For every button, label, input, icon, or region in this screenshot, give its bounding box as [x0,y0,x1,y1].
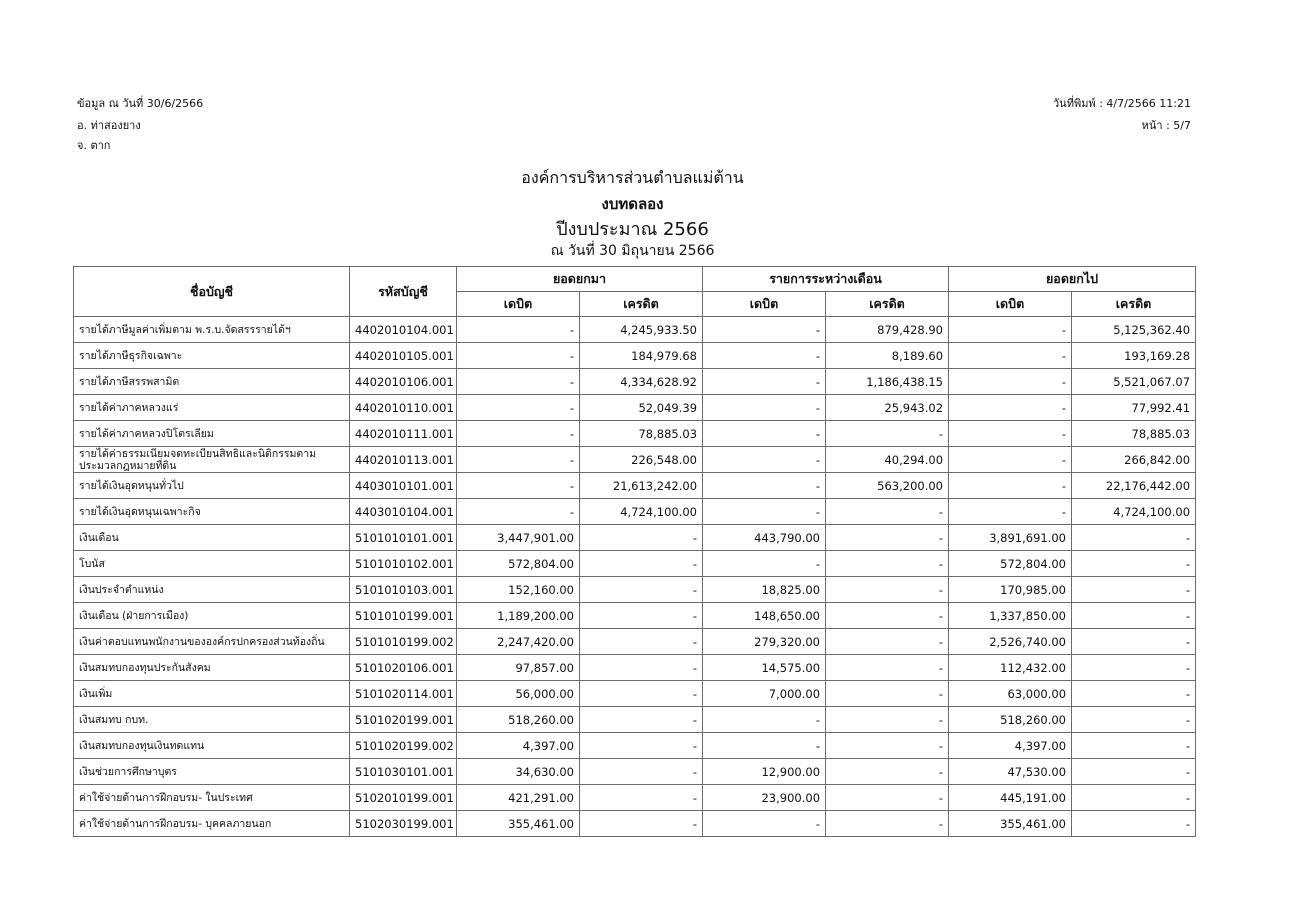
page-number: หน้า : 5/7 [1141,119,1191,132]
opening-debit-cell: - [457,447,580,473]
movement-credit-cell: - [826,733,949,759]
table-row [74,473,1196,499]
account-code-cell: 5102010199.001 [350,785,457,811]
opening-credit-cell: - [580,603,703,629]
opening-debit-cell: 56,000.00 [457,681,580,707]
closing-credit-cell: - [1072,525,1196,551]
opening-credit-cell: - [580,733,703,759]
opening-credit-cell: - [580,655,703,681]
movement-credit-cell: - [826,551,949,577]
movement-debit-cell: - [703,473,826,499]
movement-credit-cell: - [826,811,949,837]
opening-credit-cell: - [580,525,703,551]
opening-credit-cell: - [580,551,703,577]
closing-credit-cell: 5,125,362.40 [1072,317,1196,343]
account-name-cell: รายได้ภาษีมูลค่าเพิ่มตาม พ.ร.บ.จัดสรรรายได้ฯ [74,317,350,343]
opening-credit-cell: 4,334,628.92 [580,369,703,395]
opening-debit-cell: 572,804.00 [457,551,580,577]
closing-debit-cell: 355,461.00 [949,811,1072,837]
closing-debit-cell: 170,985.00 [949,577,1072,603]
table-row [74,551,1196,577]
movement-credit-cell: - [826,421,949,447]
closing-credit-cell: - [1072,785,1196,811]
table-row [74,629,1196,655]
closing-credit-cell: - [1072,577,1196,603]
opening-credit-cell: 52,049.39 [580,395,703,421]
organization-name: องค์การบริหารส่วนตำบลแม่ต้าน [521,168,744,187]
table-row [74,733,1196,759]
opening-credit-cell: - [580,577,703,603]
movement-credit-cell: - [826,603,949,629]
header-closing-balance: ยอดยกไป [949,267,1196,292]
header-closing-credit: เครดิต [1072,292,1196,317]
account-code-cell: 5101010102.001 [350,551,457,577]
header-monthly-movement: รายการระหว่างเดือน [703,267,949,292]
movement-credit-cell: - [826,785,949,811]
movement-credit-cell: - [826,655,949,681]
closing-credit-cell: - [1072,733,1196,759]
opening-credit-cell: 184,979.68 [580,343,703,369]
opening-credit-cell: - [580,811,703,837]
opening-debit-cell: 421,291.00 [457,785,580,811]
account-code-cell: 5102030199.001 [350,811,457,837]
movement-credit-cell: 25,943.02 [826,395,949,421]
movement-debit-cell: - [703,551,826,577]
table-row [74,343,1196,369]
header-account-name: ชื่อบัญชี [74,267,350,317]
header-opening-debit: เดบิต [457,292,580,317]
movement-debit-cell: - [703,369,826,395]
movement-credit-cell: 1,186,438.15 [826,369,949,395]
account-code-cell: 5101010199.002 [350,629,457,655]
account-code-cell: 4402010110.001 [350,395,457,421]
closing-debit-cell: 1,337,850.00 [949,603,1072,629]
closing-credit-cell: - [1072,707,1196,733]
table-row [74,395,1196,421]
movement-credit-cell: 563,200.00 [826,473,949,499]
table-row [74,811,1196,837]
opening-debit-cell: 152,160.00 [457,577,580,603]
account-code-cell: 5101010103.001 [350,577,457,603]
closing-debit-cell: 3,891,691.00 [949,525,1072,551]
table-row [74,421,1196,447]
account-code-cell: 5101010199.001 [350,603,457,629]
opening-credit-cell: - [580,759,703,785]
closing-debit-cell: 445,191.00 [949,785,1072,811]
table-row [74,499,1196,525]
account-name-cell: รายได้ค่าภาคหลวงปิโตรเลียม [74,421,350,447]
movement-debit-cell: - [703,395,826,421]
account-name-cell: รายได้ภาษีธุรกิจเฉพาะ [74,343,350,369]
movement-debit-cell: 18,825.00 [703,577,826,603]
closing-debit-cell: - [949,395,1072,421]
movement-debit-cell: - [703,343,826,369]
opening-debit-cell: - [457,343,580,369]
movement-debit-cell: 148,650.00 [703,603,826,629]
data-date: ข้อมูล ณ วันที่ 30/6/2566 [77,97,204,110]
account-name-cell: รายได้เงินอุดหนุนเฉพาะกิจ [74,499,350,525]
opening-debit-cell: - [457,317,580,343]
account-name-cell: รายได้ค่าภาคหลวงแร่ [74,395,350,421]
table-row [74,681,1196,707]
table-row [74,655,1196,681]
account-code-cell: 5101020199.001 [350,707,457,733]
table-row [74,785,1196,811]
closing-debit-cell: 4,397.00 [949,733,1072,759]
account-code-cell: 4402010106.001 [350,369,457,395]
account-name-cell: เงินสมทบกองทุนประกันสังคม [74,655,350,681]
movement-credit-cell: - [826,759,949,785]
account-code-cell: 4403010101.001 [350,473,457,499]
movement-credit-cell: 879,428.90 [826,317,949,343]
account-code-cell: 5101020199.002 [350,733,457,759]
table-row [74,447,1196,473]
opening-credit-cell: - [580,681,703,707]
closing-credit-cell: 266,842.00 [1072,447,1196,473]
account-name-cell: รายได้เงินอุดหนุนทั่วไป [74,473,350,499]
closing-debit-cell: - [949,343,1072,369]
account-name-cell: เงินค่าตอบแทนพนักงานขององค์กรปกครองส่วนท้องถิ่น [74,629,350,655]
opening-credit-cell: 4,245,933.50 [580,317,703,343]
movement-credit-cell: 40,294.00 [826,447,949,473]
account-code-cell: 4402010104.001 [350,317,457,343]
opening-debit-cell: - [457,421,580,447]
table-row [74,317,1196,343]
opening-debit-cell: 3,447,901.00 [457,525,580,551]
account-name-cell: เงินเพิ่ม [74,681,350,707]
account-code-cell: 5101020114.001 [350,681,457,707]
account-name-cell: เงินสมทบกองทุนเงินทดแทน [74,733,350,759]
closing-credit-cell: - [1072,551,1196,577]
movement-debit-cell: - [703,447,826,473]
movement-debit-cell: 7,000.00 [703,681,826,707]
district-label: อ. ท่าสองยาง [77,119,141,132]
closing-credit-cell: 4,724,100.00 [1072,499,1196,525]
movement-debit-cell: - [703,499,826,525]
closing-debit-cell: 572,804.00 [949,551,1072,577]
closing-credit-cell: - [1072,655,1196,681]
closing-debit-cell: 47,530.00 [949,759,1072,785]
opening-debit-cell: 518,260.00 [457,707,580,733]
movement-debit-cell: - [703,317,826,343]
opening-debit-cell: 2,247,420.00 [457,629,580,655]
account-name-cell: ค่าใช้จ่ายด้านการฝึกอบรม- ในประเทศ [74,785,350,811]
header-closing-debit: เดบิต [949,292,1072,317]
movement-debit-cell: 12,900.00 [703,759,826,785]
closing-credit-cell: - [1072,681,1196,707]
closing-debit-cell: 112,432.00 [949,655,1072,681]
opening-debit-cell: 355,461.00 [457,811,580,837]
account-name-cell: โบนัส [74,551,350,577]
account-name-cell: รายได้ค่าธรรมเนียมจดทะเบียนสิทธิและนิติกรรมตามประมวลกฎหมายที่ดิน [74,447,350,473]
closing-debit-cell: - [949,473,1072,499]
opening-debit-cell: - [457,499,580,525]
table-row [74,759,1196,785]
movement-debit-cell: - [703,733,826,759]
opening-credit-cell: 78,885.03 [580,421,703,447]
account-code-cell: 4402010113.001 [350,447,457,473]
province-label: จ. ตาก [77,139,111,152]
movement-debit-cell: - [703,811,826,837]
movement-debit-cell: 14,575.00 [703,655,826,681]
movement-debit-cell: - [703,707,826,733]
header-opening-credit: เครดิต [580,292,703,317]
movement-credit-cell: - [826,681,949,707]
closing-credit-cell: 193,169.28 [1072,343,1196,369]
table-body [74,317,1196,837]
report-title: งบทดลอง [601,195,664,213]
trial-balance-table [73,266,1196,837]
table-row [74,369,1196,395]
header-opening-balance: ยอดยกมา [457,267,703,292]
movement-debit-cell: - [703,421,826,447]
movement-credit-cell: - [826,525,949,551]
closing-debit-cell: - [949,421,1072,447]
account-name-cell: เงินเดือน [74,525,350,551]
table-row [74,707,1196,733]
opening-debit-cell: 97,857.00 [457,655,580,681]
closing-credit-cell: 78,885.03 [1072,421,1196,447]
account-code-cell: 5101030101.001 [350,759,457,785]
header-movement-credit: เครดิต [826,292,949,317]
closing-debit-cell: - [949,369,1072,395]
print-date: วันที่พิมพ์ : 4/7/2566 11:21 [1053,97,1191,110]
opening-credit-cell: 4,724,100.00 [580,499,703,525]
opening-debit-cell: 4,397.00 [457,733,580,759]
account-name-cell: เงินสมทบ กบท. [74,707,350,733]
closing-credit-cell: - [1072,629,1196,655]
header-movement-debit: เดบิต [703,292,826,317]
movement-credit-cell: - [826,707,949,733]
account-code-cell: 4402010105.001 [350,343,457,369]
closing-credit-cell: - [1072,759,1196,785]
closing-debit-cell: 518,260.00 [949,707,1072,733]
fiscal-year: ปีงบประมาณ 2566 [556,219,709,240]
closing-credit-cell: - [1072,603,1196,629]
closing-credit-cell: 5,521,067.07 [1072,369,1196,395]
opening-credit-cell: - [580,707,703,733]
opening-credit-cell: 21,613,242.00 [580,473,703,499]
table-row [74,577,1196,603]
account-name-cell: เงินช่วยการศึกษาบุตร [74,759,350,785]
movement-credit-cell: - [826,629,949,655]
opening-credit-cell: 226,548.00 [580,447,703,473]
account-code-cell: 4402010111.001 [350,421,457,447]
movement-credit-cell: 8,189.60 [826,343,949,369]
movement-credit-cell: - [826,499,949,525]
movement-debit-cell: 279,320.00 [703,629,826,655]
movement-credit-cell: - [826,577,949,603]
closing-debit-cell: 2,526,740.00 [949,629,1072,655]
closing-debit-cell: - [949,499,1072,525]
account-code-cell: 4403010104.001 [350,499,457,525]
account-name-cell: เงินเดือน (ฝ่ายการเมือง) [74,603,350,629]
account-name-cell: ค่าใช้จ่ายด้านการฝึกอบรม- บุคคลภายนอก [74,811,350,837]
opening-debit-cell: - [457,369,580,395]
closing-credit-cell: 22,176,442.00 [1072,473,1196,499]
as-of-date: ณ วันที่ 30 มิถุนายน 2566 [550,243,715,259]
closing-credit-cell: 77,992.41 [1072,395,1196,421]
opening-debit-cell: 1,189,200.00 [457,603,580,629]
table-row [74,603,1196,629]
header-account-code: รหัสบัญชี [350,267,457,317]
closing-debit-cell: - [949,317,1072,343]
opening-credit-cell: - [580,629,703,655]
closing-debit-cell: 63,000.00 [949,681,1072,707]
opening-debit-cell: - [457,473,580,499]
table-row [74,525,1196,551]
opening-debit-cell: - [457,395,580,421]
account-code-cell: 5101020106.001 [350,655,457,681]
opening-credit-cell: - [580,785,703,811]
closing-credit-cell: - [1072,811,1196,837]
closing-debit-cell: - [949,447,1072,473]
movement-debit-cell: 443,790.00 [703,525,826,551]
account-name-cell: รายได้ภาษีสรรพสามิต [74,369,350,395]
movement-debit-cell: 23,900.00 [703,785,826,811]
account-code-cell: 5101010101.001 [350,525,457,551]
account-name-cell: เงินประจำตำแหน่ง [74,577,350,603]
opening-debit-cell: 34,630.00 [457,759,580,785]
